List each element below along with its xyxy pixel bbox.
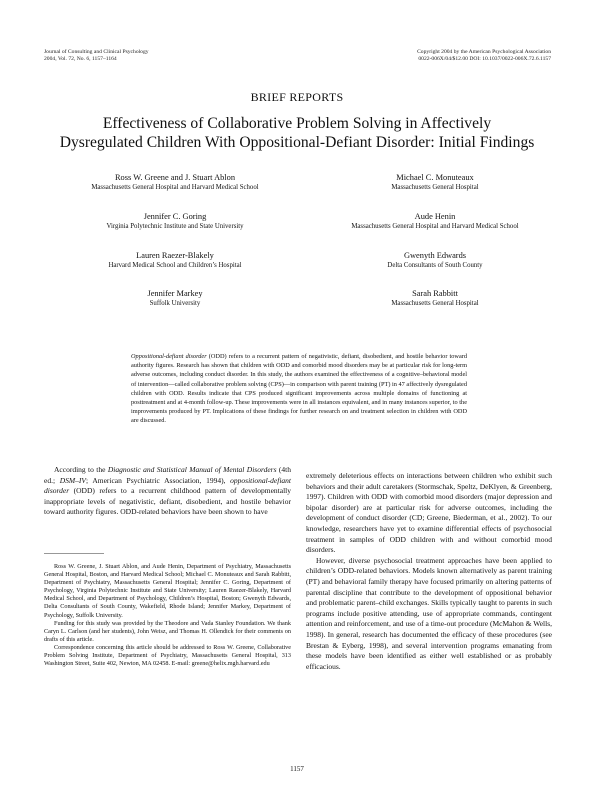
footnote-divider xyxy=(44,553,291,554)
body-column-left xyxy=(44,465,291,518)
author-block xyxy=(300,211,570,231)
footnotes xyxy=(44,563,291,668)
footnote-correspondence: Correspondence concerning this article should be addressed to Ross W. Greene, Collaborative Problem Solving Institute, Department of Psychiatry, Massachusetts General Hospital, 313 Washington Street, Suite 402, Newton, MA 02458. E-mail: greene@helix.mgh.harvard.edu xyxy=(44,643,291,668)
author-block xyxy=(40,172,310,192)
italic-run: oppositional-defiant disorder xyxy=(44,475,291,496)
italic-run: Diagnostic and Statistical Manual of Mental Disorders xyxy=(107,465,277,474)
author-name: Jennifer Markey xyxy=(147,289,203,298)
footnote-funding: Funding for this study was provided by the Theodore and Vada Stanley Foundation. We thank Caryn L. Carlson (and her students), John Weisz, and Thomas H. Ollendick for their comments on drafts of this article. xyxy=(44,619,291,643)
author-affiliation: Delta Consultants of South County xyxy=(387,262,483,269)
author-name: Aude Henin xyxy=(414,212,456,221)
journal-header xyxy=(44,49,149,62)
title-line-1: Effectiveness of Collaborative Problem Solving in Affectively xyxy=(102,115,492,132)
author-name: Sarah Rabbitt xyxy=(412,289,458,298)
author-block xyxy=(40,250,310,270)
section-label: BRIEF REPORTS xyxy=(250,90,344,104)
footnote-affiliations: Ross W. Greene, J. Stuart Ablon, and Aude Henin, Department of Psychiatry, Massachusetts General Hospital, Boston, and Harvard Medical School; Michael C. Monuteaux and Sarah Rabbitt, Department of Psychiatry, Massachusetts General Hospital; Jennifer C. Goring, Department of Psychology, Virginia Polytechnic Institute and State University; Lauren Raezer-Blakely, Harvard Medical School, and Department of Psychology, Children’s Hospital, Boston; Gwenyth Edwards, Delta Consultants of South County, Wakefield, Rhode Island; Jennifer Markey, Department of Psychology, Suffolk University. xyxy=(44,563,291,619)
italic-run: DSM–IV xyxy=(59,475,86,485)
author-block xyxy=(300,250,570,270)
author-affiliation: Massachusetts General Hospital and Harvard Medical School xyxy=(351,223,519,230)
author-affiliation: Harvard Medical School and Children’s Hospital xyxy=(108,262,242,269)
author-name: Gwenyth Edwards xyxy=(403,251,467,260)
author-block xyxy=(40,288,310,308)
body-paragraph: extremely deleterious effects on interactions between children who exhibit such behaviors and their adult caretakers (Stormschak, Speltz, DeKlyen, & Greenberg, 1997). Children with ODD with comorbid mood disorders (major depression and bipolar disorder) are at particular risk for adverse outcomes, including the development of conduct disorder (CD; Greene, Biederman, et al., 2002). To our knowledge, researchers have yet to examine differential effects of psychosocial treatment in samples of ODD children with and without comorbid mood disorders. xyxy=(306,471,552,555)
body-paragraph: However, diverse psychosocial treatment approaches have been applied to children’s ODD-related behaviors. Models known alternatively as parent training (PT) and behavioral family therapy have focused primarily on altering patterns of parental discipline that contribute to the development of oppositional behavior and problematic parent–child exchanges. Skills typically taught to parents in such programs include positive attending, use of appropriate commands, contingent attention and reinforcement, and use of a time-out procedure (McMahon & Wells, 1998). In general, research has documented the efficacy of these procedures (see Brestan & Eyberg, 1998), and several intervention programs emanating from these models have been identified as either well established or as probably efficacious. xyxy=(306,555,552,671)
author-affiliation: Suffolk University xyxy=(149,300,201,307)
author-block xyxy=(300,288,570,308)
author-name: Lauren Raezer-Blakely xyxy=(136,251,214,260)
journal-volume: 2004, Vol. 72, No. 6, 1157–1164 xyxy=(44,55,117,62)
author-name: Ross W. Greene and J. Stuart Ablon xyxy=(114,173,236,182)
abstract-text: (ODD) refers to a recurrent pattern of negativistic, defiant, disobedient, and hostile behavior toward authority figures. Research has shown that children with ODD and comorbid mood disorders may be at particular risk for long-term adverse outcomes, including conduct disorder. In this study, the authors examined the effectiveness of a cognitive–behavioral model of intervention—called collaborative problem solving (CPS)—in comparison with parent training (PT) in 47 affectively dysregulated children with ODD. Results indicate that CPS produced significant improvements across multiple domains of functioning at posttreatment and at 4-month follow-up. These improvements were in all instances equivalent, and in many instances superior, to the improvements produced by PT. Implications of these findings for further research on and treatment selection in children with ODD are discussed. xyxy=(131,353,468,425)
author-name: Michael C. Monuteaux xyxy=(396,173,474,182)
author-affiliation: Massachusetts General Hospital xyxy=(391,300,479,307)
author-name: Jennifer C. Goring xyxy=(143,212,207,221)
journal-name: Journal of Consulting and Clinical Psychology xyxy=(44,49,149,55)
author-affiliation: Massachusetts General Hospital and Harvard Medical School xyxy=(91,184,259,191)
author-block xyxy=(40,211,310,231)
author-block xyxy=(300,172,570,192)
author-affiliation: Massachusetts General Hospital xyxy=(391,184,479,191)
page-number: 1157 xyxy=(290,765,304,773)
copyright-header xyxy=(417,49,551,62)
abstract-lead-term: Oppositional-defiant disorder xyxy=(131,353,207,360)
author-affiliation: Virginia Polytechnic Institute and State University xyxy=(106,223,244,230)
title-line-2: Dysregulated Children With Oppositional-Defiant Disorder: Initial Findings xyxy=(59,134,535,151)
article-title xyxy=(40,114,554,152)
body-paragraph xyxy=(44,465,291,518)
abstract xyxy=(131,352,467,426)
text-run: ; American Psychiatric Association, 1994), xyxy=(85,475,231,485)
body-column-right xyxy=(306,471,552,672)
doi-line: 0022-006X/04/$12.00 DOI: 10.1037/0022-006X.72.6.1157 xyxy=(418,55,551,62)
text-run: According to the xyxy=(54,465,108,474)
copyright-notice: Copyright 2004 by the American Psychological Association xyxy=(417,49,551,55)
text-run: (ODD) refers to a recurrent childhood pattern of developmentally inappropriate levels of negativistic, defiant, disobedient, and hostile behavior toward authority figures. ODD-related behaviors have been shown to have xyxy=(44,486,291,517)
text-run: (4th ed.; xyxy=(44,465,291,485)
